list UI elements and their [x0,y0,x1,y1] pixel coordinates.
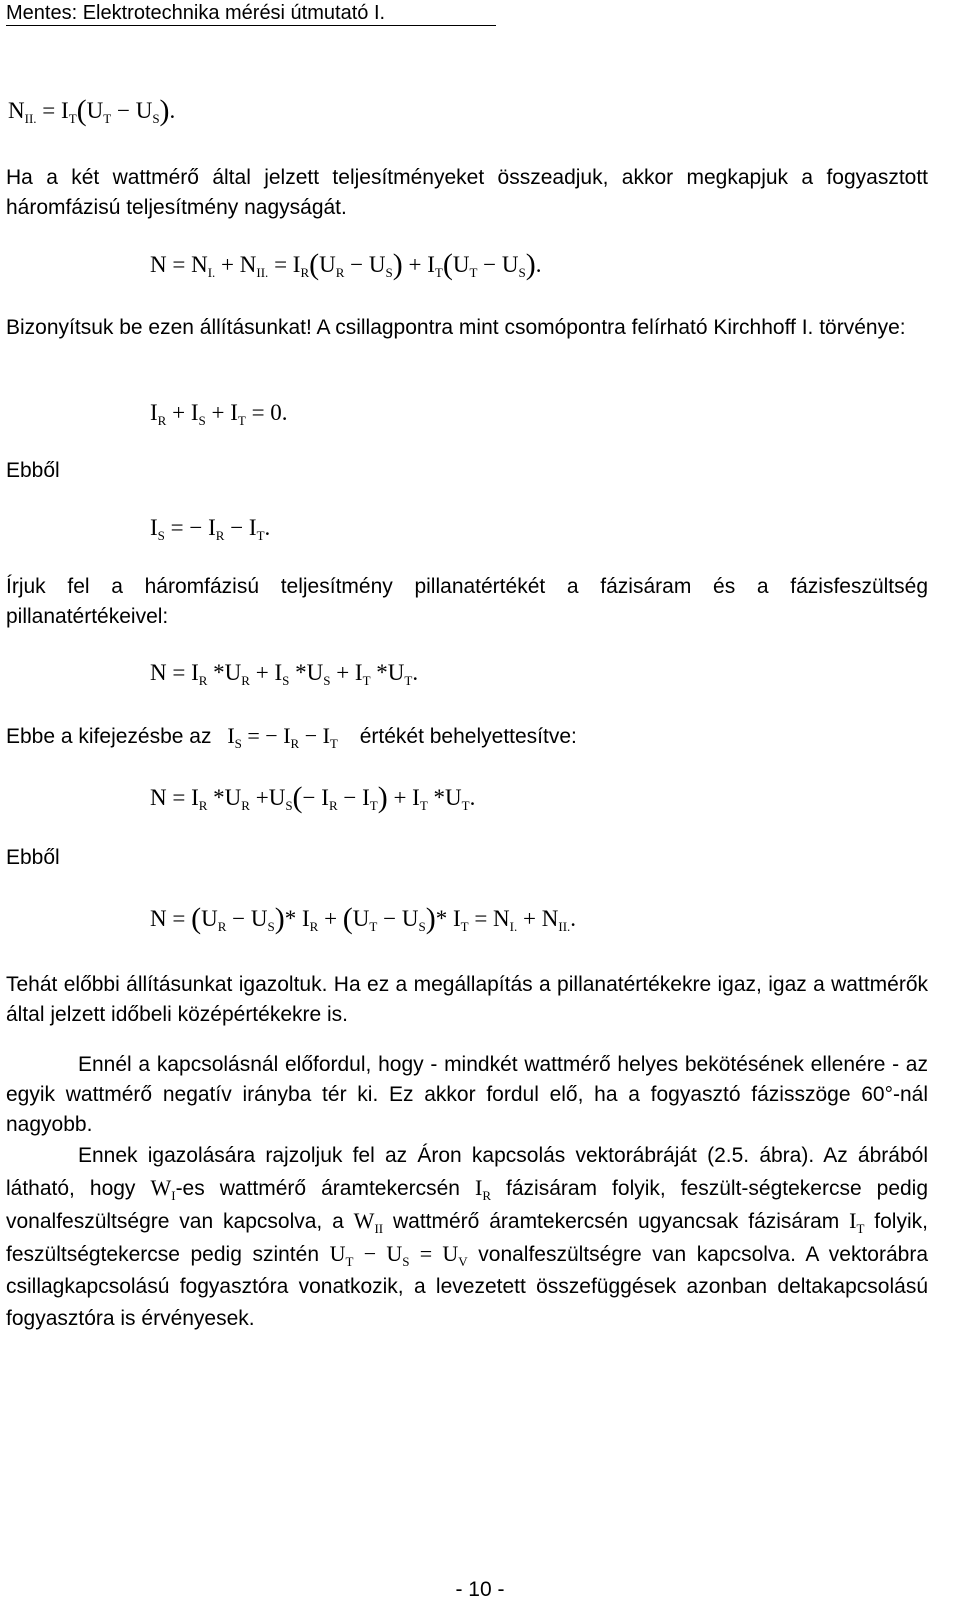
paragraph-conclusion: Tehát előbbi állításunkat igazoltuk. Ha ez a megállapítás a pillanatértékekre igaz, igaz a wattmérők által jelzett időbeli középértékekre is. [6,973,928,1026]
equation-kirchhoff: $I_R + I_S + I_T = 0$. [150,400,288,428]
vector-text-c: fázisáram folyik, feszült-ségtekercse pedig vonalfeszültségre van kapcsolva, a [6,1177,929,1233]
inline-equation-is: $I_S$ = − $I_R - I_T$ [227,723,338,751]
label-ebbol-2: Ebből [6,846,60,869]
symbol-w2: $W_{II}$ [353,1208,384,1236]
paragraph-vector-diagram [6,1140,928,1335]
vector-text-e: folyik, feszültségtekercse pedig szintén [6,1210,928,1266]
equation-substituted: $N = I_R$ $*U_R +U_S(- I_R - I_T) + I_T$ $*U_T$. [150,781,476,814]
symbol-it: $I_T$ [849,1208,865,1236]
vector-text-f: vonalfeszültségre van kapcsolva. A vektorábra csillagkapcsolású fogyasztóra vonatkozik, a levezetett összefüggések azonban deltakapcsolású fogyasztóra is érvényesek. [6,1243,929,1330]
paragraph-proof-intro: Bizonyítsuk be ezen állításunkat! A csillagpontra mint csomópontra felírható Kirchhoff I. törvénye: [6,316,906,339]
page-header-title: Mentes: Elektrotechnika mérési útmutató I. [6,2,386,24]
equation-is: $I_S$ = − $I_R - I_T$. [150,515,271,543]
substitution-pre-text: Ebbe a kifejezésbe az [6,725,212,748]
symbol-ir: $I_R$ [475,1175,492,1203]
label-ebbol-1: Ebből [6,459,60,482]
vector-text-a: Ennek igazolására rajzoljuk fel az Áron kapcsolás vektorábráját (2.5. ábra). Az ábrából látható, hogy [6,1144,928,1200]
paragraph-instant-power: Írjuk fel a háromfázisú teljesítmény pillanatértékét a fázisáram és a fázisfeszültség pillanatértékeivel: [6,575,928,628]
equation-total-power: $N = N_{I.} + N_{II.} = I_R(U_R - U_S) + I_T(U_T - U_S)$. [150,248,542,281]
substitution-post-text: értékét behelyettesítve: [359,725,577,748]
header-underline [6,25,496,26]
symbol-ut-us-uv: $U_T - U_S = U_V$ [329,1241,468,1269]
equation-n2: $N_{II.} = I_T(U_T - U_S)$. [8,94,176,127]
symbol-w1: $W_I$ [150,1175,176,1203]
equation-result: $N = (U_R - U_S)*$ $I_R + (U_T - U_S)*$ $I_T = N_{I.} + N_{II.}$. [150,902,577,935]
paragraph-sum-wattmeters: Ha a két wattmérő által jelzett teljesítményeket összeadjuk, akkor megkapjuk a fogyasztott háromfázisú teljesítmény nagyságát. [6,166,928,219]
vector-text-b: -es wattmérő áramtekercsén [175,1177,460,1200]
equation-instant-power: $N = I_R$ $*U_R + I_S$ $*U_S + I_T$ $*U_T$. [150,660,419,688]
vector-text-d: wattmérő áramtekercsén ugyancsak fázisáram [392,1210,840,1233]
paragraph-negative-deflection: Ennél a kapcsolásnál előfordul, hogy - mindkét wattmérő helyes bekötésének ellenére - az egyik wattmérő negatív irányba tér ki. Ez akkor fordul elő, ha a fogyasztó fázisszöge 60°-nál nagyobb. [6,1053,928,1136]
page-number: - 10 - [455,1578,505,1601]
paragraph-substitution [6,723,577,749]
